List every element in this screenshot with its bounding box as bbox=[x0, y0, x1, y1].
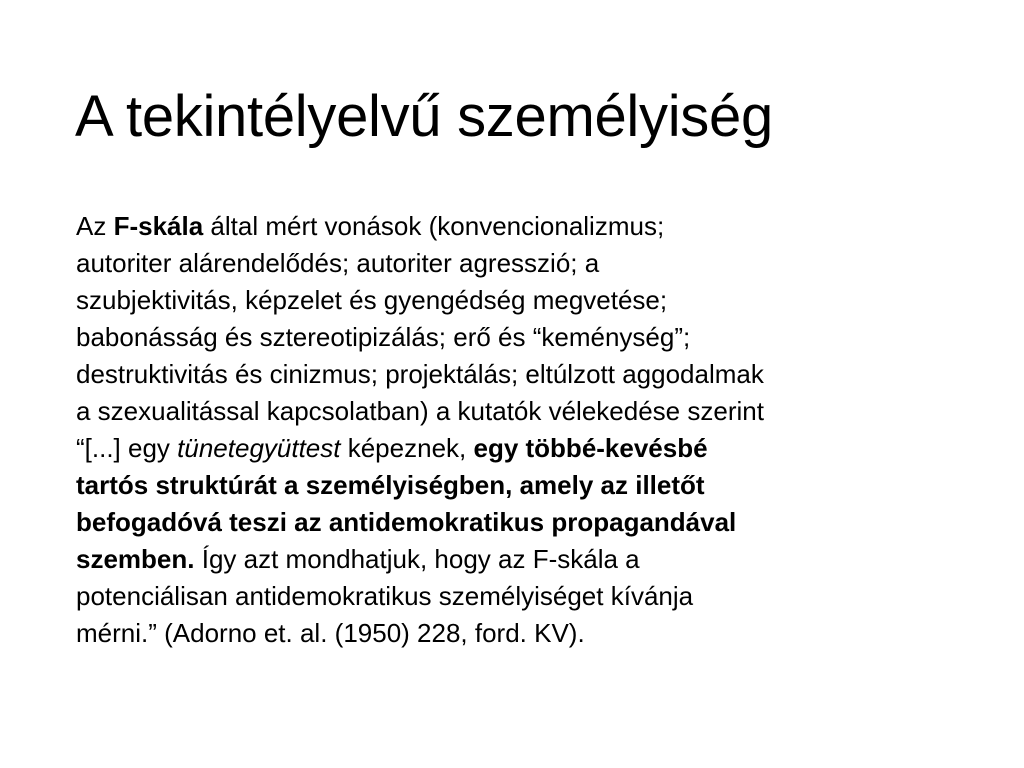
body-text: Az bbox=[76, 211, 114, 241]
body-text-bold: szemben. bbox=[76, 544, 195, 574]
body-line-1 bbox=[76, 208, 956, 245]
body-line-5: destruktivitás és cinizmus; projektálás; eltúlzott aggodalmak bbox=[76, 359, 764, 389]
body-line-8: tartós struktúrát a személyiségben, amely az illetőt bbox=[76, 470, 705, 500]
slide-title: A tekintélyelvű személyiség bbox=[75, 84, 773, 149]
body-text: Így azt mondhatjuk, hogy az F-skála a bbox=[194, 544, 640, 574]
body-line-7 bbox=[76, 430, 956, 467]
body-text: által mért vonások (konvencionalizmus; bbox=[203, 211, 665, 241]
body-text: “[...] egy bbox=[76, 433, 178, 463]
body-text-bold: egy többé-kevésbé bbox=[473, 433, 708, 463]
body-text-bold: F-skála bbox=[113, 211, 204, 241]
body-text-italic: tünetegyüttest bbox=[177, 433, 341, 463]
body-line-10 bbox=[76, 541, 956, 578]
body-line-2: autoriter alárendelődés; autoriter agresszió; a bbox=[76, 248, 600, 278]
slide-body-paragraph bbox=[76, 208, 956, 652]
body-line-3: szubjektivitás, képzelet és gyengédség megvetése; bbox=[76, 285, 668, 315]
body-line-12: mérni.” (Adorno et. al. (1950) 228, ford. KV). bbox=[76, 618, 585, 648]
body-text: képeznek, bbox=[340, 433, 474, 463]
body-line-4: babonásság és sztereotipizálás; erő és “keménység”; bbox=[76, 322, 691, 352]
body-line-11: potenciálisan antidemokratikus személyiséget kívánja bbox=[76, 581, 694, 611]
body-line-6: a szexualitással kapcsolatban) a kutatók vélekedése szerint bbox=[76, 396, 764, 426]
body-line-9: befogadóvá teszi az antidemokratikus propagandával bbox=[76, 507, 737, 537]
